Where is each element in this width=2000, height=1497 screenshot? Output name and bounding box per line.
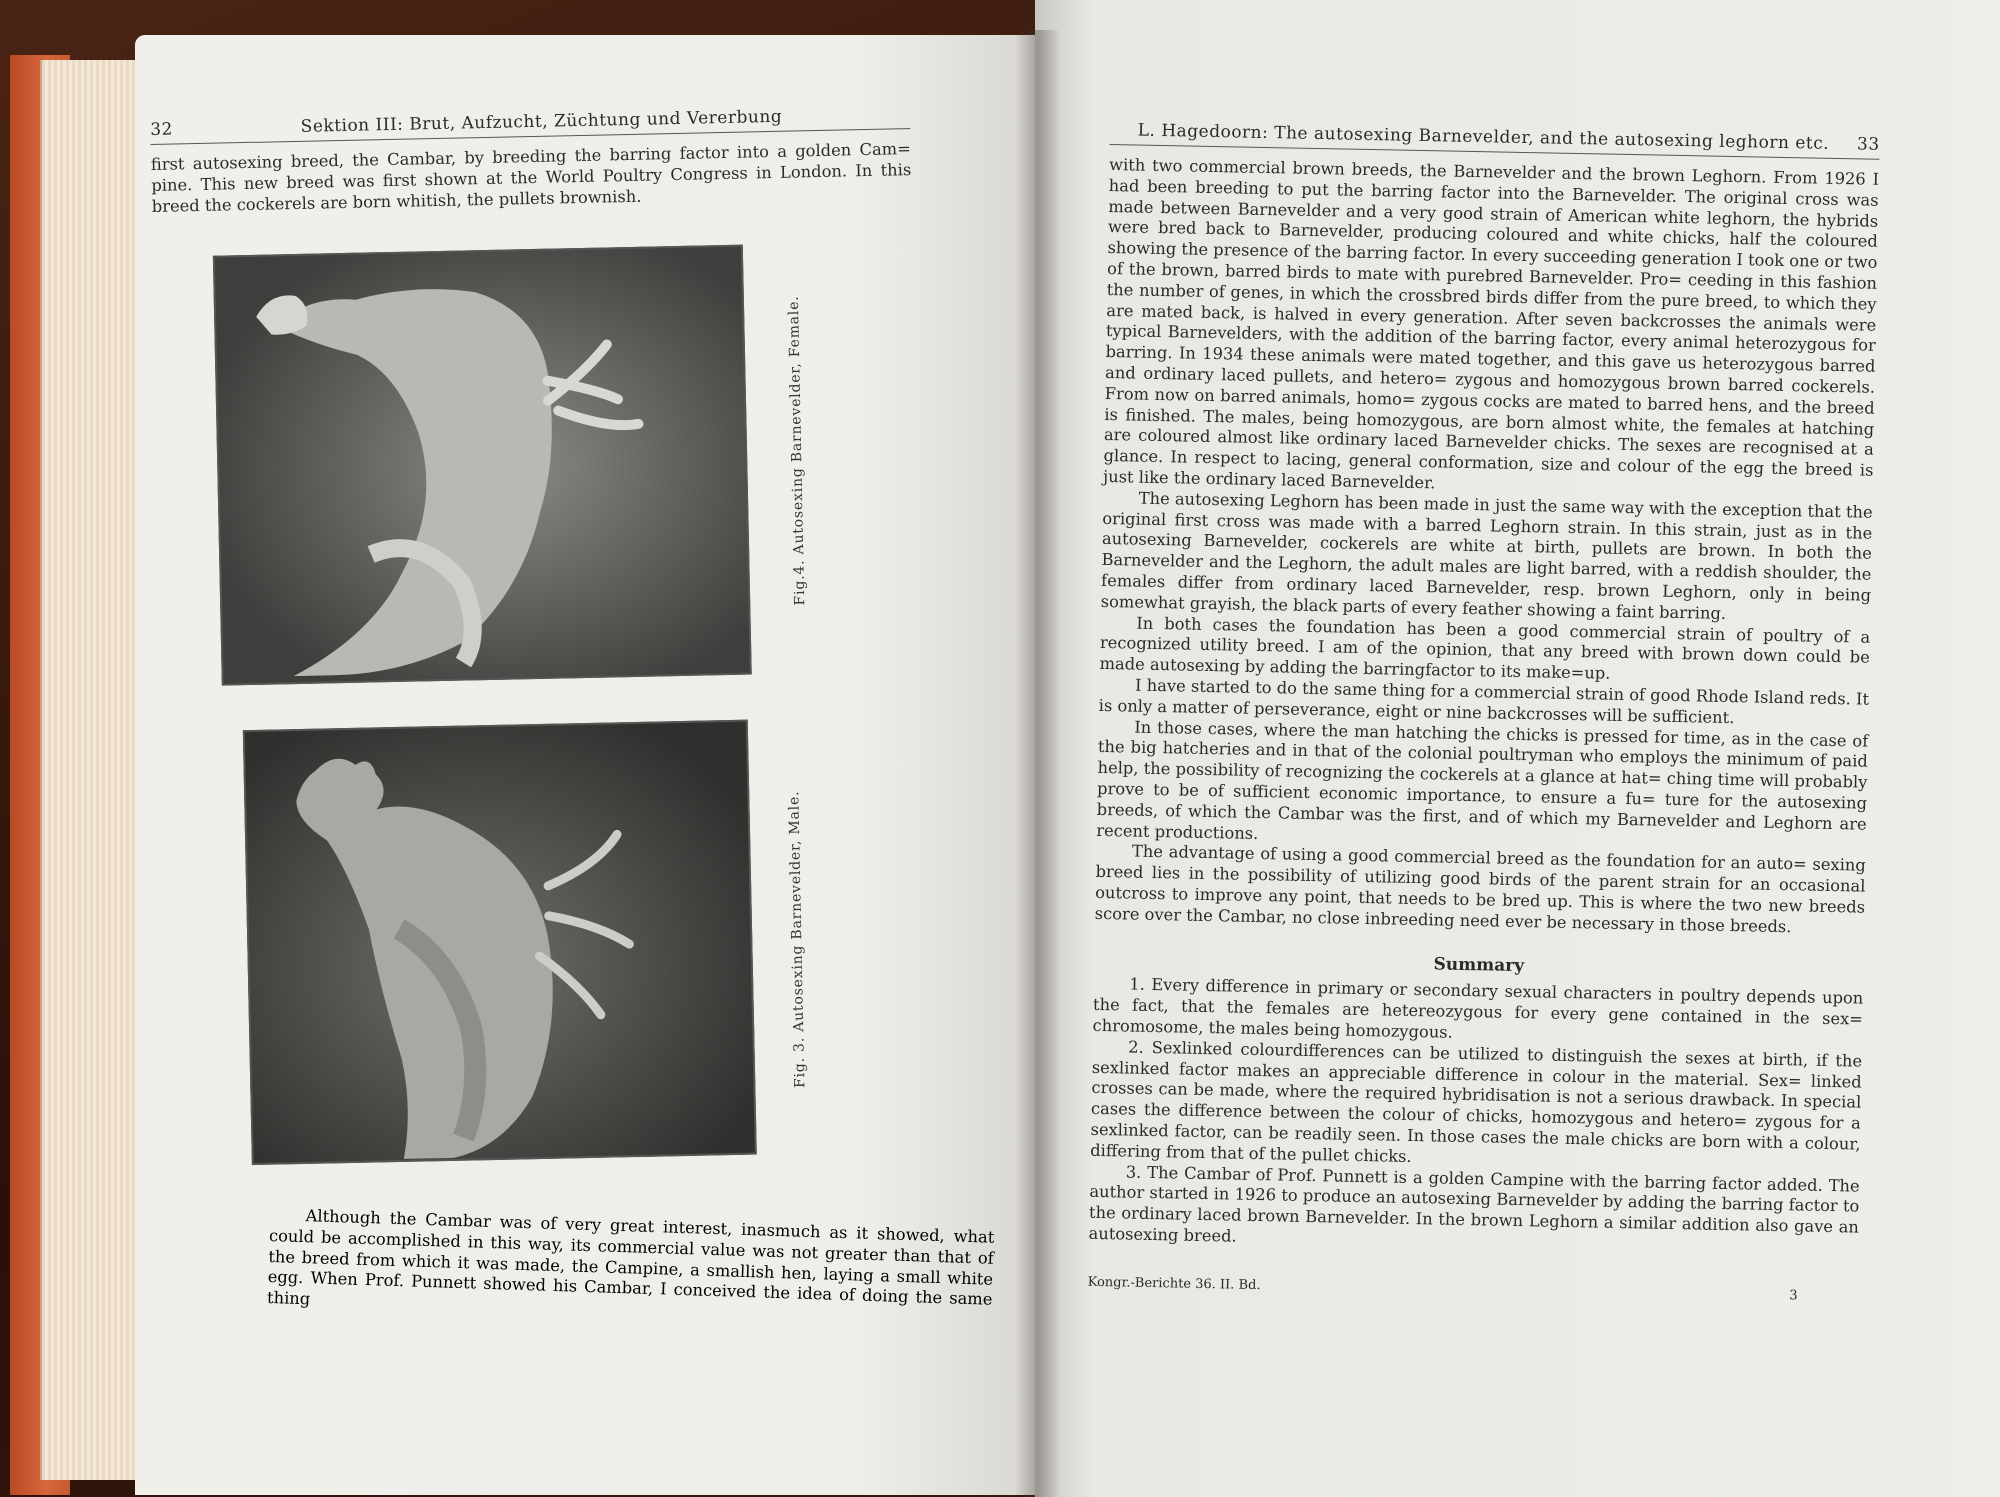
left-top-paragraph: first autosexing breed, the Cambar, by breeding the barring factor into a golden Cam= pine. This new breed was first shown at the World Poultry Congress in London. In this breed the cockerels are born whitish, the pullets brownish. [150,139,912,216]
right-paragraph: In both cases the foundation has been a good commercial strain of poultry of a recognized utility breed. I am of the opinion, that any breed with brown down could be made autosexing by adding the barringfactor to its make=up. [1099,613,1871,683]
figure-3-photo [243,720,809,1165]
footer-signature: Kongr.-Berichte 36. II. Bd. [1087,1274,1261,1293]
footer-sheet-number: 3 [1789,1288,1798,1304]
right-paragraph: The autosexing Leghorn has been made in just the same way with the exception that the original first cross was made with a barred Leghorn strain. In this strain, just as in the autosexing Barnevelder, cockerels are white at birth, pullets are brown. In both the Barnevelder and the Leghorn, the adult males are light barred, with a reddish shoulder, the females differ from ordinary laced Barnevelder, resp. brown Leghorn, only in being somewhat grayish, the black parts of every feather showing a faint barring. [1100,488,1873,623]
figure-4-photo [213,245,809,686]
left-page-number: 32 [150,119,174,140]
left-body [151,139,912,217]
left-bottom-paragraph: Although the Cambar was of very great interest, inasmuch as it showed, what could be accomplished in this way, its commercial value was not greater than that of the breed from which it was made, the Campine, a smallish hen, laying a small white egg. When Prof. Punnett showed his Cambar, I conceived the idea of doing the same thing [266,1206,995,1310]
summary-item: 3. The Cambar of Prof. Punnett is a golden Campine with the barring factor added. The author started in 1926 to produce an autosexing Barnevelder by adding the barring factor to the ordinary laced brown Barnevelder. In the brown Leghorn a similar addition also gave an autosexing breed. [1088,1162,1860,1246]
hen-photo-image [215,247,750,684]
left-running-title: Sektion III: Brut, Aufzucht, Züchtung und Vererbung [300,106,783,137]
right-paragraph: The advantage of using a good commercial breed as the foundation for an auto= sexing breed lies in the possibility of utilizing good birds of the parent strain for an occasional outcross to improve any point, that needs to be bred up. This is where the two new breeds score over the Cambar, no close inbreeding need ever be necessary in those breeds. [1094,841,1867,936]
left-page-content [150,104,932,1167]
right-paragraph: I have started to do the same thing for a commercial strain of good Rhode Island reds. It is only a matter of perseverance, eight or nine backcrosses will be sufficient. [1098,675,1870,727]
right-body [1088,155,1879,1259]
figure-3-caption: Fig. 3. Autosexing Barnevelder, Male. [786,790,809,1089]
summary-item: 1. Every difference in primary or secondary sexual characters in poultry depends upon the fact, that the females are hetereozygous for every gene contained in the sex= chromosome, the males being homozygous. [1092,975,1864,1042]
right-running-title: L. Hagedoorn: The autosexing Barnevelder, and the autosexing leghorn etc. [1137,120,1830,154]
book-gutter-shadow [1015,30,1060,1497]
summary-item: 2. Sexlinked colourdifferences can be utilized to distinguish the sexes at birth, if the sexlinked factor makes an appreciable difference in colour in the material. Sex= linked crosses can be made, where the required hybridisation is not a serious drawback. In special cases the difference between the colour of chicks, homozygous and hetero= zygous for a sexlinked factor, can be readily seen. In those cases the male chicks are born with a colour, differing from that of the pullet chicks. [1090,1037,1863,1166]
summary-heading: Summary [1433,954,1525,977]
right-page-number: 33 [1856,134,1880,155]
right-paragraph: In those cases, where the man hatching the chicks is pressed for time, as in the case of the big hatcheries and in that of the colonial poultryman who employs the minimum of paid help, the possibility of recognizing the cockerels at a glance at hat= ching time will probably prove to be of sufficient economic importance, to ensure a fu= ture for the autosexing breeds, of which the Cambar was the first, and of which my Barnevelder and Leghorn are recent productions. [1096,717,1869,843]
right-page-content [1088,120,1880,1304]
cock-photo-image [245,722,755,1163]
figure-4-caption: Fig.4. Autosexing Barnevelder, Female. [785,295,809,606]
right-paragraph: with two commercial brown breeds, the Barnevelder and the brown Leghorn. From 1926 I had been breeding to put the barring factor into the Barnevelder. The original cross was made between Barnevelder and a very good strain of American white leghorn, the hybrids were bred back to Barnevelder, producing coloured and white chicks, half the coloured showing the presence of the barring factor. In every succeeding generation I took one or two of the brown, barred birds to mate with purebred Barnevelder. Pro= ceeding in this fashion the number of genes, in which the crossbred birds differ from the pure breed, to which they are mated back, is halved in every generation. After seven backcrosses the animals were typical Barnevelders, with the addition of the barring factor, every animal heterozygous for barring. In 1934 these animals were mated together, and this gave us heterozygous barred and ordinary laced pullets, and hetero= zygous and homozygous brown barred cockerels. From now on barred animals, homo= zygous cocks are mated to barred hens, and the breed is finished. The males, being homozygous, are born almost white, the females at hatching are coloured almost like ordinary laced Barnevelder chicks. The sexes are recognised at a glance. In respect to lacing, general conformation, size and colour of the egg the breed is just like the ordinary laced Barnevelder. [1102,154,1880,493]
